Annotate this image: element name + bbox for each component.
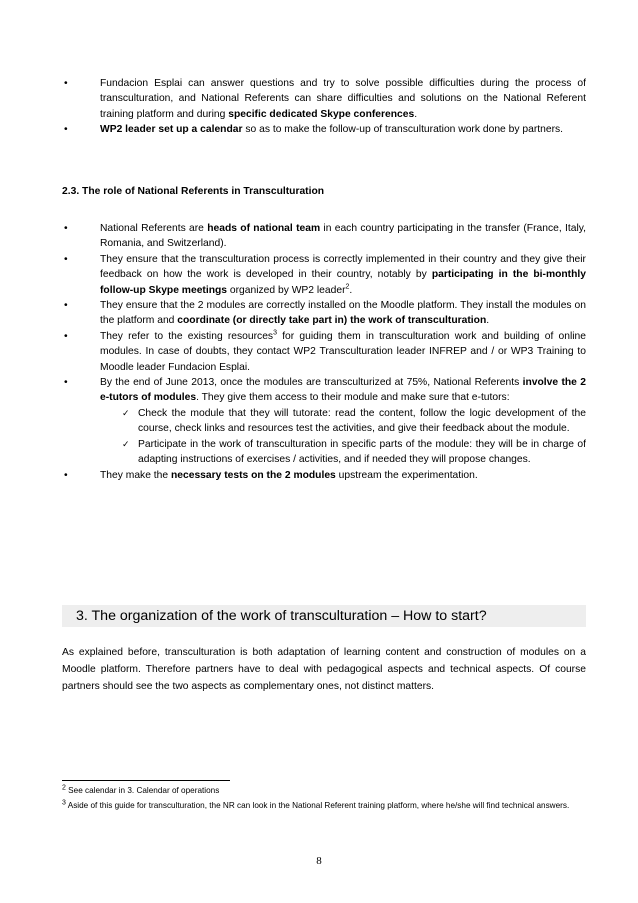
footnote-ref[interactable]: 2 [345, 283, 350, 291]
bullet-text: in each country participating in the transfer (France, Italy, Romania, and Switzerland). [100, 223, 586, 250]
bullet-text: They ensure that the transculturation process is correctly implemented in their country and they give their feedback on how the work is developed in their country, notably by [100, 253, 586, 281]
bullet-text: By the end of June 2013, once the modules are transculturized at 75%, National Referents [100, 377, 523, 389]
list-item [62, 122, 586, 137]
bullet-bold-text: involve the 2 e-tutors of modules [100, 377, 586, 404]
bullet-bold-text: necessary tests on the 2 modules [170, 469, 336, 481]
bullet-bold-text: participating in the bi-monthly follow-up Skype meetings [100, 269, 586, 296]
checkmark-item [100, 406, 586, 437]
checkmark-sublist [100, 406, 586, 468]
bullet-bold-text: WP2 leader set up a calendar [100, 124, 243, 136]
footnote-separator [62, 780, 230, 781]
section-2-3-bullet-list [62, 221, 586, 483]
list-item [62, 76, 586, 122]
bullet-bold-text: heads of national team [207, 223, 321, 234]
checkmark-item [100, 437, 586, 468]
intro-bullet-list [62, 76, 586, 138]
footnote-text: See calendar in 3. Calendar of operations [65, 786, 220, 795]
footnote-2 [62, 785, 592, 797]
list-item [62, 375, 586, 467]
bullet-text: organized by WP2 leader [227, 284, 346, 296]
bullet-bold-text: specific dedicated Skype conferences [228, 108, 415, 120]
bullet-bold-text: coordinate (or directly take part in) the work of transculturation [177, 315, 487, 327]
footnote-ref[interactable]: 3 [273, 329, 277, 337]
bullet-text: upstream the experimentation. [335, 469, 478, 481]
bullet-text: . They give them access to their module and make sure that e-tutors: [196, 392, 510, 404]
section-2-3-heading: 2.3. The role of National Referents in Transculturation [62, 186, 325, 197]
list-item [62, 298, 586, 329]
bullet-text: National Referents are [100, 223, 208, 234]
bullet-text: . [486, 315, 490, 327]
page-number: 8 [316, 855, 322, 867]
checkmark-item-text: Check the module that they will tutorate: read the content, follow the logic development of the course, check links and resources test the activities, and give their feedback about the module. [138, 407, 586, 435]
list-item [62, 252, 586, 298]
footnote-number: 3 [62, 799, 66, 807]
bullet-text: They make the [100, 469, 171, 481]
list-item [62, 468, 586, 483]
bullet-text: Fundacion Esplai can answer questions and try to solve possible difficulties during the process of transculturation, and National Referents can share difficulties and solutions on the National Referent training platform and during [100, 78, 586, 120]
section-3-paragraph: As explained before, transculturation is both adaptation of learning content and construction of modules on a Moodle platform. Therefore partners have to deal with pedagogical aspects and technical aspects. Of course partners should see the two aspects as complementary ones, not distinct matters. [62, 647, 586, 693]
checkmark-item-text: Participate in the work of transculturation in specific parts of the module: they will be in charge of adapting instructions of exercises / activities, and if needed they will propose changes. [138, 438, 586, 466]
list-item [62, 221, 586, 252]
bullet-text: . [349, 284, 353, 296]
section-3-heading: 3. The organization of the work of transculturation – How to start? [62, 605, 586, 627]
footnote-number: 2 [62, 784, 66, 792]
bullet-text: They refer to the existing resources [100, 330, 274, 342]
bullet-text: for guiding them in transculturation work and building of online modules. In case of doubts, they contact WP2 Transculturation leader INFREP and / or WP3 Training to Moodle leader Fundacion Esplai. [100, 330, 586, 373]
bullet-tail: . [414, 108, 418, 120]
footnote-text: Aside of this guide for transculturation, the NR can look in the National Referent training platform, where he/she will find technical answers. [65, 801, 570, 810]
bullet-text: They ensure that the 2 modules are correctly installed on the Moodle platform. They install the modules on the platform and [100, 300, 586, 327]
list-item [62, 329, 586, 375]
bullet-text: so as to make the follow-up of transculturation work done by partners. [242, 124, 564, 136]
footnote-3 [62, 800, 592, 812]
